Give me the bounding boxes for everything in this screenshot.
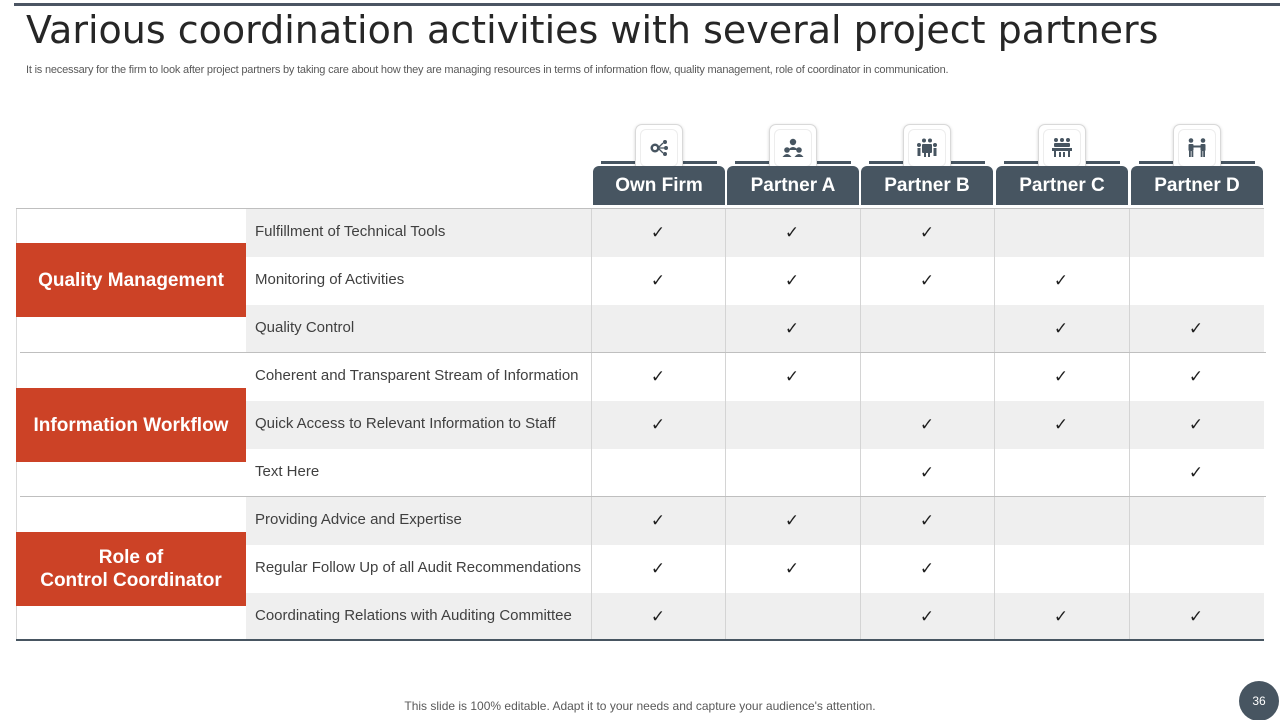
- check-mark-cell: ✓: [1053, 319, 1069, 339]
- activity-label: Coherent and Transparent Stream of Information: [255, 367, 579, 384]
- table-row: [246, 353, 1264, 401]
- meeting-table-icon: [903, 124, 951, 172]
- check-mark-cell: ✓: [1188, 463, 1204, 483]
- check-mark-cell: ✓: [650, 367, 666, 387]
- check-mark-cell: ✓: [784, 511, 800, 531]
- column-divider: [994, 209, 995, 641]
- group-label-role-of-control-coordinator: Role of Control Coordinator: [16, 532, 246, 606]
- check-mark-cell: ✓: [1188, 415, 1204, 435]
- column-label: Partner C: [996, 166, 1128, 205]
- check-mark-cell: ✓: [784, 559, 800, 579]
- activity-label: Text Here: [255, 463, 320, 480]
- page-title: Various coordination activities with several project partners: [26, 8, 1159, 52]
- activity-label: Quality Control: [255, 319, 355, 336]
- check-mark-cell: ✓: [784, 271, 800, 291]
- activity-label: Quick Access to Relevant Information to Staff: [255, 415, 556, 432]
- conference-table-icon: [1038, 124, 1086, 172]
- check-mark-cell: ✓: [1188, 319, 1204, 339]
- check-mark-cell: ✓: [650, 271, 666, 291]
- empty-cell: [591, 449, 725, 497]
- check-mark-cell: ✓: [650, 223, 666, 243]
- check-mark-cell: ✓: [650, 559, 666, 579]
- table-bottom-rule: [16, 639, 1264, 641]
- table-row: [246, 497, 1264, 545]
- empty-cell: [994, 497, 1128, 545]
- handshake-partners-icon: [1173, 124, 1221, 172]
- column-label: Partner A: [727, 166, 859, 205]
- activity-label: Monitoring of Activities: [255, 271, 405, 288]
- empty-cell: [1129, 545, 1263, 593]
- empty-cell: [725, 401, 859, 449]
- check-mark-cell: ✓: [1053, 271, 1069, 291]
- empty-cell: [1129, 257, 1263, 305]
- check-mark-cell: ✓: [919, 511, 935, 531]
- check-mark-cell: ✓: [650, 607, 666, 627]
- activity-label: Regular Follow Up of all Audit Recommendations: [255, 559, 581, 576]
- column-header-partner-d: [1131, 124, 1263, 205]
- check-mark-cell: ✓: [919, 415, 935, 435]
- team-group-icon: [769, 124, 817, 172]
- check-mark-cell: ✓: [1053, 415, 1069, 435]
- activity-label: Coordinating Relations with Auditing Committee: [255, 607, 572, 624]
- check-mark-cell: ✓: [1188, 607, 1204, 627]
- column-header-own-firm: [593, 124, 725, 205]
- check-mark-cell: ✓: [919, 271, 935, 291]
- column-divider: [1129, 209, 1130, 641]
- empty-cell: [591, 305, 725, 353]
- table-row: [246, 545, 1264, 593]
- empty-cell: [860, 305, 994, 353]
- empty-cell: [994, 449, 1128, 497]
- column-divider: [591, 209, 592, 641]
- empty-cell: [994, 545, 1128, 593]
- column-label: Partner D: [1131, 166, 1263, 205]
- activity-label: Providing Advice and Expertise: [255, 511, 462, 528]
- network-nodes-icon: [635, 124, 683, 172]
- check-mark-cell: ✓: [650, 511, 666, 531]
- activity-label: Fulfillment of Technical Tools: [255, 223, 446, 240]
- empty-cell: [1129, 209, 1263, 257]
- page-subtitle: It is necessary for the firm to look after project partners by taking care about how they are managing resources in terms of information flow, quality management, role of coordinator in communication.: [26, 64, 949, 76]
- table-row: [246, 209, 1264, 257]
- empty-cell: [725, 593, 859, 641]
- check-mark-cell: ✓: [919, 607, 935, 627]
- table-row: [246, 401, 1264, 449]
- group-separator: [20, 496, 1266, 497]
- column-header-partner-a: [727, 124, 859, 205]
- empty-cell: [1129, 497, 1263, 545]
- column-header-partner-b: [861, 124, 993, 205]
- check-mark-cell: ✓: [784, 319, 800, 339]
- group-label-quality-management: Quality Management: [16, 243, 246, 317]
- check-mark-cell: ✓: [1188, 367, 1204, 387]
- column-divider: [860, 209, 861, 641]
- empty-cell: [994, 209, 1128, 257]
- table-row: [246, 593, 1264, 641]
- column-header-partner-c: [996, 124, 1128, 205]
- check-mark-cell: ✓: [919, 223, 935, 243]
- table-row: [246, 449, 1264, 497]
- table-row: [246, 257, 1264, 305]
- footer-note: This slide is 100% editable. Adapt it to your needs and capture your audience's attention.: [404, 699, 876, 713]
- table-row: [246, 305, 1264, 353]
- check-mark-cell: ✓: [784, 223, 800, 243]
- column-label: Partner B: [861, 166, 993, 205]
- page-number: 36: [1239, 681, 1279, 720]
- check-mark-cell: ✓: [1053, 607, 1069, 627]
- check-mark-cell: ✓: [919, 463, 935, 483]
- empty-cell: [725, 449, 859, 497]
- top-rule: [14, 3, 1280, 6]
- check-mark-cell: ✓: [919, 559, 935, 579]
- group-label-information-workflow: Information Workflow: [16, 388, 246, 462]
- group-separator: [20, 352, 1266, 353]
- check-mark-cell: ✓: [784, 367, 800, 387]
- check-mark-cell: ✓: [650, 415, 666, 435]
- column-divider: [725, 209, 726, 641]
- column-label: Own Firm: [593, 166, 725, 205]
- empty-cell: [860, 353, 994, 401]
- check-mark-cell: ✓: [1053, 367, 1069, 387]
